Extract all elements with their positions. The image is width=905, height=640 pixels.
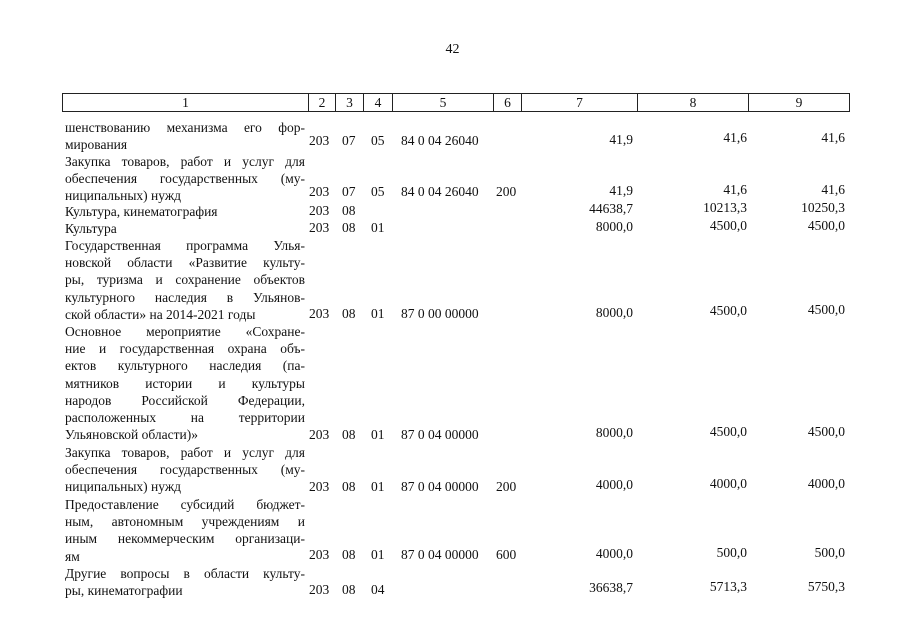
row-name-line: Ульяновской области)» [65,427,198,443]
cell-v9: 4500,0 [807,218,845,233]
cell-v8: 41,6 [723,182,747,197]
cell-v9: 10250,3 [801,200,845,215]
cell-v8: 500,0 [716,545,747,560]
cell-v8: 4500,0 [709,218,747,233]
row-name [65,496,305,565]
cell-pr: 01 [371,547,385,562]
row-name-line: ным, автономным учреждениям и [65,514,305,530]
row-name-line: Закупка товаров, работ и услуг для [65,445,305,460]
cell-gr: 203 [309,427,330,442]
col-header-8: 8 [638,94,749,112]
cell-rz: 07 [342,184,356,199]
cell-pr: 04 [371,582,385,597]
cell-v8: 4500,0 [709,424,747,439]
cell-v7: 4000,0 [595,477,633,492]
cell-cs: 87 0 04 00000 [401,479,479,494]
cell-v7: 8000,0 [595,219,633,234]
cell-v7: 8000,0 [595,425,633,440]
row-name-line: обеспечения государственных (му- [65,462,305,478]
row-name-line: культурного наследия в Ульянов- [65,289,305,305]
cell-v9: 41,6 [821,182,845,197]
cell-v7: 4000,0 [595,546,633,561]
cell-cs: 84 0 04 26040 [401,133,479,148]
row-name-line: ской области» на 2014-2021 годы [65,306,256,322]
cell-pr: 01 [371,427,385,442]
cell-pr: 01 [371,479,385,494]
cell-v8: 4000,0 [709,476,747,491]
cell-gr: 203 [309,133,330,148]
row-name-line: мятников истории и культуры [65,375,305,391]
row-name [65,565,305,599]
row-name [65,323,305,443]
cell-rz: 07 [342,133,356,148]
cell-v7: 41,9 [609,132,633,147]
row-name-line: ры, кинематографии [65,583,183,599]
cell-pr: 05 [371,184,385,199]
cell-v7: 41,9 [609,183,633,198]
cell-v9: 500,0 [814,545,845,560]
cell-gr: 203 [309,306,330,321]
cell-v7: 44638,7 [589,201,633,216]
cell-vr: 600 [496,547,517,562]
cell-cs: 84 0 04 26040 [401,184,479,199]
row-name [65,237,305,323]
cell-cs: 87 0 04 00000 [401,427,479,442]
cell-v9: 5750,3 [807,579,845,594]
cell-gr: 203 [309,203,330,218]
cell-cs: 87 0 00 00000 [401,306,479,321]
cell-vr: 200 [496,479,517,494]
row-name-line: ры, туризма и сохранение объектов [65,272,305,288]
cell-v9: 4500,0 [807,302,845,317]
row-name-line: обеспечения государственных (му- [65,171,305,187]
cell-gr: 203 [309,220,330,235]
row-name-line: народов Российской Федерации, [65,392,305,408]
row-name-line: Культура, кинематография [65,204,218,219]
col-header-2: 2 [309,94,336,112]
col-header-7: 7 [522,94,638,112]
row-name-line: Другие вопросы в области культу- [65,566,305,581]
cell-gr: 203 [309,582,330,597]
cell-pr: 01 [371,220,385,235]
row-name [65,203,305,220]
cell-v9: 4000,0 [807,476,845,491]
col-header-3: 3 [336,94,364,112]
cell-v8: 41,6 [723,130,747,145]
page-number: 42 [445,42,460,57]
cell-rz: 08 [342,203,356,218]
cell-rz: 08 [342,547,356,562]
cell-v7: 8000,0 [595,305,633,320]
cell-gr: 203 [309,547,330,562]
row-name-line: Закупка товаров, работ и услуг для [65,154,305,169]
column-header-row [63,94,850,112]
row-name-line: ниципальных) нужд [65,188,182,204]
row-name [65,153,305,205]
cell-rz: 08 [342,306,356,321]
col-header-4: 4 [364,94,393,112]
row-name-line: Культура [65,221,117,236]
cell-rz: 08 [342,427,356,442]
cell-v8: 10213,3 [703,200,747,215]
row-name-line: ниципальных) нужд [65,479,182,495]
cell-vr: 200 [496,184,517,199]
row-name-line: иным некоммерческим организаци- [65,531,305,547]
cell-v8: 4500,0 [709,303,747,318]
row-name-line: ние и государственная охрана объ- [65,341,305,357]
row-name-line: Государственная программа Улья- [65,238,305,253]
row-name-line: Предоставление субсидий бюджет- [65,497,305,512]
cell-pr: 01 [371,306,385,321]
row-name [65,444,305,496]
col-header-5: 5 [393,94,494,112]
row-name-line: ям [65,548,80,564]
cell-cs: 87 0 04 00000 [401,547,479,562]
cell-v7: 36638,7 [589,580,633,595]
col-header-6: 6 [494,94,522,112]
row-name-line: шенствованию механизма его фор- [65,120,305,135]
row-name-line: ектов культурного наследия (па- [65,358,305,374]
row-name-line: расположенных на территории [65,410,305,426]
row-name-line: мирования [65,137,128,153]
col-header-9: 9 [749,94,850,112]
cell-rz: 08 [342,582,356,597]
column-header-table [62,93,850,112]
row-name [65,220,305,237]
cell-v8: 5713,3 [709,579,747,594]
cell-gr: 203 [309,184,330,199]
row-name-line: новской области «Развитие культу- [65,255,305,271]
row-name-line: Основное мероприятие «Сохране- [65,324,305,339]
cell-gr: 203 [309,479,330,494]
cell-rz: 08 [342,220,356,235]
cell-rz: 08 [342,479,356,494]
cell-pr: 05 [371,133,385,148]
row-name [65,119,305,153]
col-header-1: 1 [63,94,309,112]
cell-v9: 4500,0 [807,424,845,439]
cell-v9: 41,6 [821,130,845,145]
